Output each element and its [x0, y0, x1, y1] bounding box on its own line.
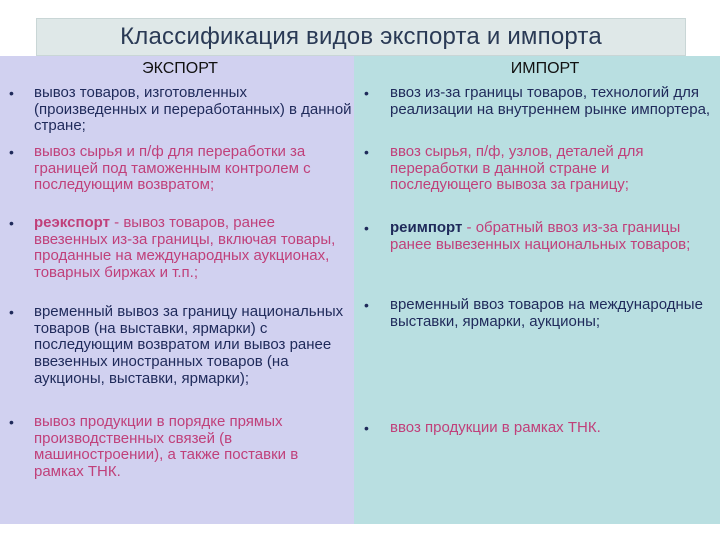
export-item-3	[34, 215, 352, 282]
title-box	[36, 18, 686, 56]
import-item-3-text: - обратный ввоз из-за границы ранее вывезенных национальных товаров;	[390, 219, 691, 253]
import-heading: ИМПОРТ	[510, 60, 580, 77]
export-item-5: вывоз продукции в порядке прямых производственных связей (в машиностроении), а также поставки в рамках ТНК.	[34, 413, 299, 481]
term-reimport: реимпорт	[390, 219, 463, 236]
import-column	[354, 56, 720, 524]
bullet-icon: •	[364, 85, 369, 101]
bullet-icon: •	[364, 297, 369, 313]
import-item-4: временный ввоз товаров на международные выставки, ярмарки, аукционы;	[390, 296, 703, 330]
import-item-3	[390, 220, 715, 253]
bullet-icon: •	[9, 414, 14, 430]
bullet-icon: •	[364, 420, 369, 436]
bullet-icon: •	[9, 304, 14, 320]
slide-title: Классификация видов экспорта и импорта	[120, 23, 602, 50]
bullet-icon: •	[364, 220, 369, 236]
term-reexport: реэкспорт	[34, 214, 110, 231]
export-item-4: временный вывоз за границу национальных товаров (на выставки, ярмарки) с последующим возвратом или вывоз ранее ввезенных иностранных товаров (на аукционы, выставки, ярмарки);	[34, 303, 344, 387]
export-item-3-text: - вывоз товаров, ранее ввезенных из-за границы, включая товары, проданные на международных аукционах, товарных биржах и т.п.;	[34, 214, 336, 282]
bullet-icon: •	[9, 85, 14, 101]
export-heading: ЭКСПОРТ	[142, 60, 218, 77]
bullet-icon: •	[9, 215, 14, 231]
import-item-1: ввоз из-за границы товаров, технологий для реализации на внутреннем рынке импортера,	[390, 84, 711, 118]
export-item-1: вывоз товаров, изготовленных (произведенных и переработанных) в данной стране;	[34, 84, 352, 135]
import-item-2: ввоз сырья, п/ф, узлов, деталей для переработки в данной стране и последующего вывоза за границу;	[390, 143, 644, 194]
bullet-icon: •	[364, 144, 369, 160]
bullet-icon: •	[9, 144, 14, 160]
import-item-5: ввоз продукции в рамках ТНК.	[390, 419, 601, 436]
export-item-2: вывоз сырья и п/ф для переработки за границей под таможенным контролем с последующим возвратом;	[34, 143, 311, 194]
